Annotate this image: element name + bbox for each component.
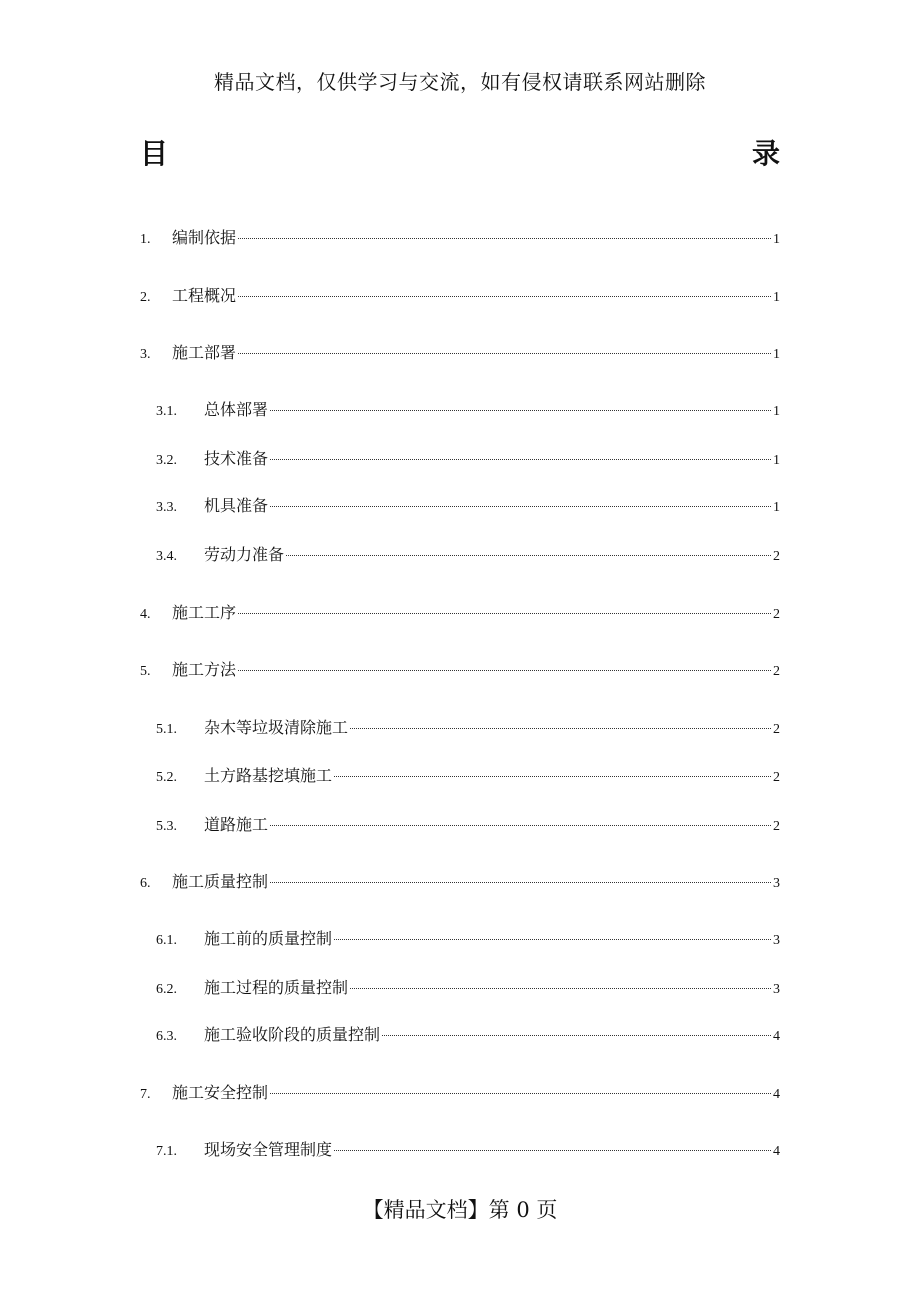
toc-dot-leader — [334, 1150, 771, 1151]
toc-dot-leader — [350, 728, 771, 729]
toc-entry-page: 2 — [773, 819, 780, 834]
toc-entry[interactable] — [140, 284, 780, 308]
toc-entry-number: 6. — [140, 876, 151, 891]
toc-dot-leader — [270, 1093, 771, 1094]
toc-entry[interactable] — [156, 927, 780, 951]
toc-entry-label: 劳动力准备 — [204, 545, 285, 564]
toc-entry-number: 4. — [140, 607, 151, 622]
toc-entry[interactable] — [140, 601, 780, 625]
toc-entry-page: 3 — [773, 876, 780, 891]
toc-entry-label: 施工工序 — [172, 603, 237, 622]
toc-dot-leader — [350, 988, 771, 989]
toc-entry-number: 6.2. — [156, 982, 177, 997]
toc-entry-page: 2 — [773, 722, 780, 737]
toc-entry-page: 4 — [773, 1087, 780, 1102]
toc-entry-number: 6.1. — [156, 933, 177, 948]
toc-entry-label: 施工方法 — [172, 660, 237, 679]
toc-entry-label: 施工过程的质量控制 — [204, 978, 349, 997]
toc-entry-label: 施工质量控制 — [172, 872, 269, 891]
toc-entry[interactable] — [156, 398, 780, 422]
toc-dot-leader — [238, 670, 771, 671]
toc-entry-label: 总体部署 — [204, 400, 269, 419]
toc-entry-label: 技术准备 — [204, 449, 269, 468]
toc-entry-number: 5. — [140, 664, 151, 679]
toc-entry[interactable] — [140, 658, 780, 682]
page-footer: 【精品文档】第 0 页 — [362, 1198, 558, 1222]
toc-entry-page: 2 — [773, 664, 780, 679]
toc-entry-page: 4 — [773, 1144, 780, 1159]
toc-entry-number: 3.1. — [156, 404, 177, 419]
toc-dot-leader — [238, 238, 771, 239]
toc-entry-number: 3.2. — [156, 453, 177, 468]
toc-entry-number: 5.1. — [156, 722, 177, 737]
toc-dot-leader — [270, 825, 771, 826]
toc-entry-label: 施工部署 — [172, 343, 237, 362]
toc-entry-label: 道路施工 — [204, 815, 269, 834]
toc-entry[interactable] — [156, 1138, 780, 1162]
toc-dot-leader — [270, 459, 771, 460]
toc-entry-label: 现场安全管理制度 — [204, 1140, 333, 1159]
toc-title-right: 录 — [751, 137, 780, 170]
toc-entry-label: 施工前的质量控制 — [204, 929, 333, 948]
toc-entry[interactable] — [156, 1023, 780, 1047]
toc-entry-label: 土方路基挖填施工 — [204, 766, 333, 785]
toc-entry-number: 6.3. — [156, 1029, 177, 1044]
toc-entry-number: 5.3. — [156, 819, 177, 834]
toc-entry-label: 工程概况 — [172, 286, 237, 305]
toc-dot-leader — [286, 555, 771, 556]
toc-dot-leader — [238, 613, 771, 614]
toc-entry-label: 施工安全控制 — [172, 1083, 269, 1102]
toc-entry[interactable] — [156, 716, 780, 740]
toc-entry-page: 2 — [773, 770, 780, 785]
toc-dot-leader — [270, 506, 771, 507]
toc-entry-label: 杂木等垃圾清除施工 — [204, 718, 349, 737]
toc-entry-number: 3.3. — [156, 500, 177, 515]
toc-dot-leader — [238, 353, 771, 354]
toc-entry[interactable] — [140, 1081, 780, 1105]
toc-entry[interactable] — [140, 870, 780, 894]
toc-dot-leader — [334, 939, 771, 940]
header-disclaimer: 精品文档，仅供学习与交流，如有侵权请联系网站删除 — [214, 70, 706, 94]
toc-entry-label: 机具准备 — [204, 496, 269, 515]
toc-entry-page: 1 — [773, 232, 780, 247]
toc-dot-leader — [238, 296, 771, 297]
toc-entry[interactable] — [156, 494, 780, 518]
toc-entry-label: 施工验收阶段的质量控制 — [204, 1025, 381, 1044]
toc-dot-leader — [334, 776, 771, 777]
toc-dot-leader — [270, 882, 771, 883]
toc-entry-page: 2 — [773, 549, 780, 564]
toc-entry[interactable] — [156, 813, 780, 837]
toc-entry-page: 4 — [773, 1029, 780, 1044]
toc-dot-leader — [382, 1035, 771, 1036]
toc-entry[interactable] — [156, 764, 780, 788]
toc-entry-number: 2. — [140, 290, 151, 305]
toc-entry[interactable] — [156, 543, 780, 567]
toc-entry[interactable] — [140, 226, 780, 250]
toc-entry-page: 1 — [773, 453, 780, 468]
toc-entry-number: 3.4. — [156, 549, 177, 564]
toc-entry-number: 7.1. — [156, 1144, 177, 1159]
toc-entry-number: 7. — [140, 1087, 151, 1102]
toc-entry-number: 3. — [140, 347, 151, 362]
toc-entry-page: 2 — [773, 607, 780, 622]
toc-title — [140, 132, 780, 172]
toc-entry-page: 3 — [773, 933, 780, 948]
toc-entry[interactable] — [156, 976, 780, 1000]
toc-title-left: 目 — [140, 137, 169, 170]
toc-entry-page: 1 — [773, 500, 780, 515]
toc-entry-page: 1 — [773, 290, 780, 305]
toc-entry-page: 3 — [773, 982, 780, 997]
toc-entry-page: 1 — [773, 404, 780, 419]
toc-dot-leader — [270, 410, 771, 411]
toc-entry-label: 编制依据 — [172, 228, 237, 247]
toc-entry-number: 1. — [140, 232, 151, 247]
toc-entry[interactable] — [140, 341, 780, 365]
toc-entry[interactable] — [156, 447, 780, 471]
toc-entry-page: 1 — [773, 347, 780, 362]
toc-entry-number: 5.2. — [156, 770, 177, 785]
